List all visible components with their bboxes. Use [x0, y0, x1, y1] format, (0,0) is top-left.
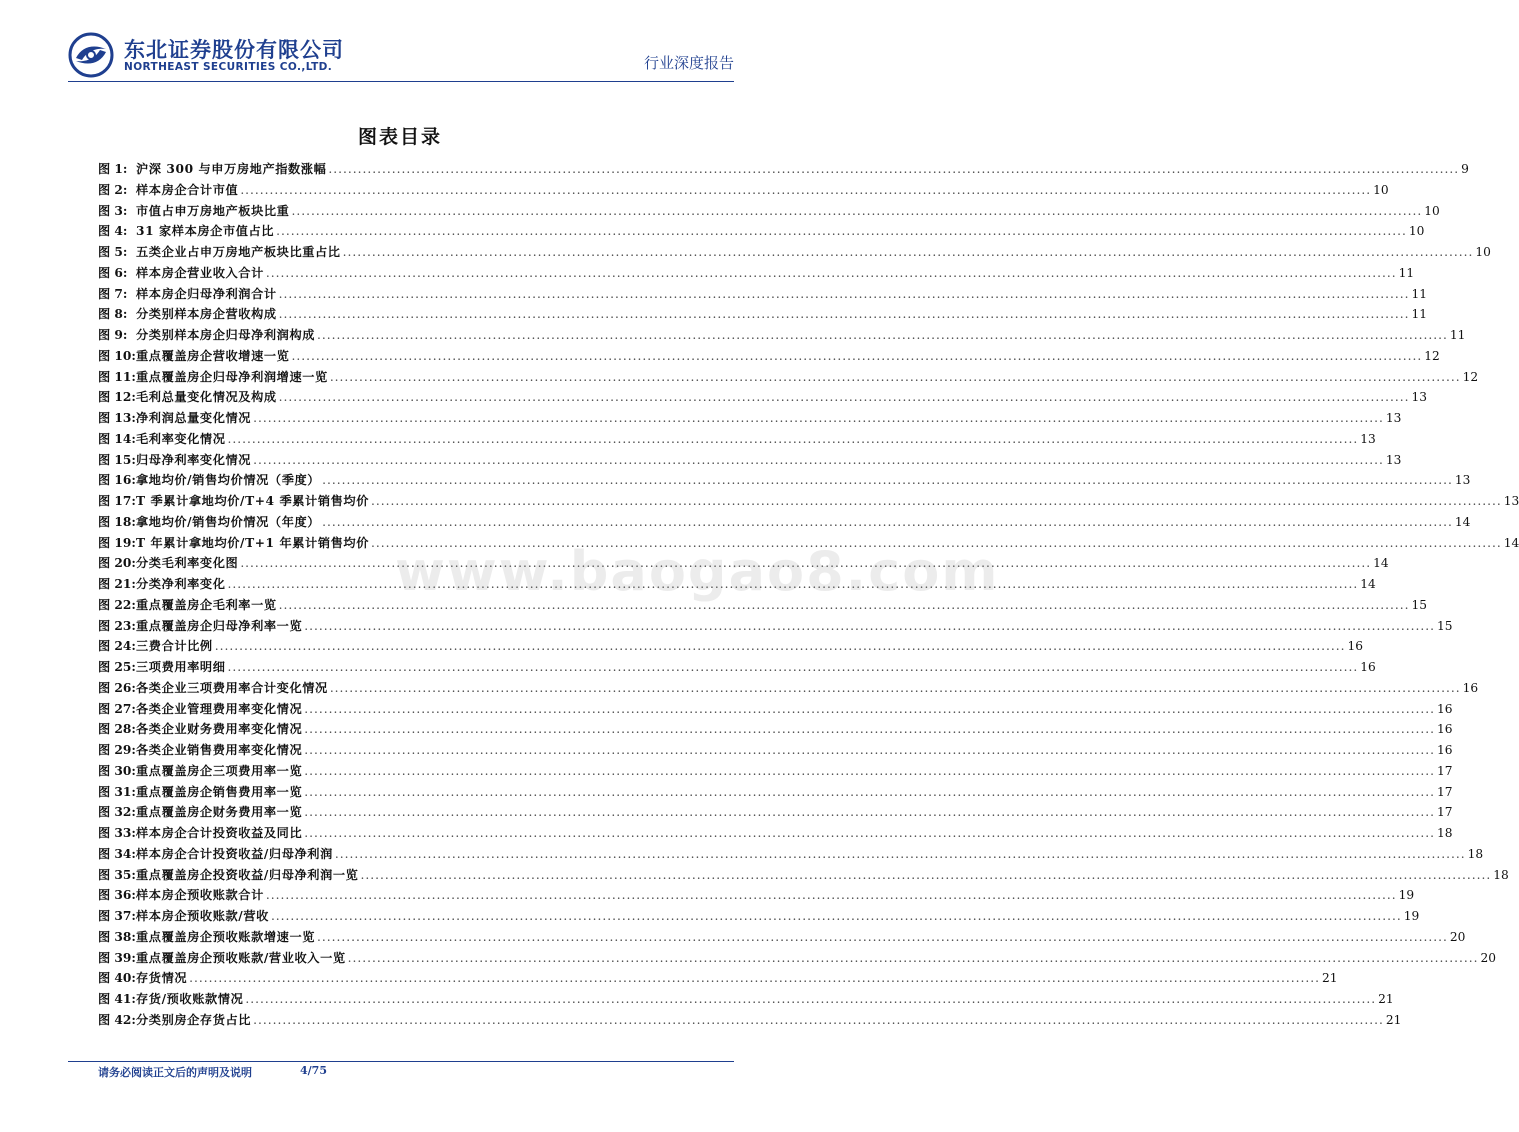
toc-entry-title[interactable]: 三费合计比例: [136, 639, 213, 654]
toc-entry-page: 16: [1360, 660, 1376, 674]
toc-entry-page: 19: [1403, 909, 1420, 923]
toc-entry-title[interactable]: 拿地均价/销售均价情况（季度）: [136, 473, 321, 488]
toc-entry[interactable]: [98, 719, 1453, 740]
toc-entry[interactable]: [98, 346, 1440, 367]
toc-entry-title[interactable]: 毛利总量变化情况及构成: [136, 390, 277, 405]
toc-entry-title[interactable]: 样本房企合计市值: [136, 182, 239, 197]
toc-entry-title[interactable]: 各类企业财务费用率变化情况: [136, 722, 303, 737]
toc-entry-title[interactable]: 拿地均价/销售均价情况（年度）: [136, 514, 321, 529]
toc-entry-page: 12: [1462, 369, 1479, 384]
toc-entry-page: 20: [1449, 929, 1466, 944]
toc-leader-dots: [240, 180, 1371, 201]
toc-entry-number: 图 2:: [98, 182, 128, 197]
toc-leader-dots: [228, 429, 1359, 450]
toc-entry-title[interactable]: 重点覆盖房企投资收益/归母净利润一览: [136, 867, 359, 882]
toc-entry-page: 15: [1437, 618, 1453, 633]
toc-entry-title[interactable]: 存货情况: [136, 971, 188, 986]
toc-entry[interactable]: [98, 761, 1453, 782]
watermark: www.baogao8.com: [395, 540, 1000, 603]
toc-leader-dots: [276, 221, 1407, 242]
toc-entry-number: 图 34:: [98, 846, 136, 861]
toc-entry[interactable]: [98, 408, 1402, 429]
toc-entry-title[interactable]: 重点覆盖房企归母净利率一览: [136, 618, 303, 633]
toc-entry-title[interactable]: 分类别房企存货占比: [136, 1012, 252, 1027]
toc-leader-dots: [215, 636, 1346, 657]
toc-entry[interactable]: [98, 284, 1427, 305]
toc-entry-number: 图 13:: [98, 411, 136, 425]
toc-leader-dots: [330, 367, 1461, 388]
toc-leader-dots: [371, 491, 1502, 512]
toc-entry-title[interactable]: 样本房企预收账款合计: [136, 888, 264, 903]
toc-title: 图表目录: [357, 126, 442, 148]
toc-entry[interactable]: [98, 678, 1479, 699]
toc-entry-number: 图 23:: [98, 618, 136, 633]
toc-entry-number: 图 29:: [98, 743, 136, 757]
toc-entry[interactable]: [98, 636, 1364, 657]
toc-leader-dots: [304, 823, 1435, 844]
toc-leader-dots: [253, 1010, 1384, 1031]
toc-entry-page: 16: [1437, 743, 1453, 757]
toc-entry[interactable]: [98, 616, 1453, 637]
toc-entry-number: 图 37:: [98, 909, 136, 923]
toc-entry-title[interactable]: 三项费用率明细: [136, 660, 226, 674]
toc-entry-number: 图 9:: [98, 328, 128, 342]
toc-entry-page: 14: [1503, 535, 1519, 550]
toc-leader-dots: [317, 325, 1448, 346]
toc-entry-page: 17: [1437, 805, 1453, 820]
toc-entry-page: 17: [1437, 784, 1453, 799]
toc-entry[interactable]: [98, 885, 1415, 906]
toc-entry[interactable]: [98, 699, 1453, 720]
toc-entry[interactable]: [98, 989, 1394, 1010]
toc-entry-number: 图 33:: [98, 826, 136, 840]
toc-entry-page: 13: [1385, 452, 1402, 467]
toc-entry-number: 图 22:: [98, 597, 136, 612]
toc-entry-number: 图 39:: [98, 950, 136, 965]
toc-leader-dots: [348, 948, 1479, 969]
toc-entry[interactable]: [98, 325, 1466, 346]
toc-entry-number: 图 42:: [98, 1012, 136, 1027]
toc-entry-number: 图 21:: [98, 577, 136, 591]
toc-entry-number: 图 18:: [98, 514, 136, 529]
toc-leader-dots: [304, 782, 1435, 803]
toc-entry-title[interactable]: 样本房企归母净利润合计: [136, 286, 277, 301]
toc-entry-page: 10: [1408, 224, 1425, 239]
toc-entry-number: 图 11:: [98, 369, 136, 384]
toc-entry-title[interactable]: 样本房企合计投资收益及同比: [136, 826, 303, 840]
page-header: [68, 30, 734, 78]
toc-leader-dots: [245, 989, 1376, 1010]
toc-entry-page: 10: [1424, 203, 1440, 218]
toc-entry-page: 21: [1378, 992, 1394, 1006]
toc-entry-number: 图 7:: [98, 286, 128, 301]
toc-entry-page: 19: [1398, 888, 1415, 903]
toc-entry-number: 图 40:: [98, 971, 136, 986]
toc-entry-page: 14: [1454, 514, 1471, 529]
toc-entry-title[interactable]: 重点覆盖房企毛利率一览: [136, 597, 277, 612]
toc-entry-number: 图 25:: [98, 660, 136, 674]
toc-leader-dots: [279, 304, 1410, 325]
toc-entry-title[interactable]: 归母净利率变化情况: [136, 452, 252, 467]
toc-entry-page: 11: [1411, 286, 1427, 301]
toc-entry[interactable]: [98, 367, 1479, 388]
toc-entry-page: 16: [1437, 722, 1453, 737]
toc-entry-number: 图 38:: [98, 929, 136, 944]
toc-entry-page: 10: [1373, 182, 1389, 197]
report-type-label: 行业深度报告: [643, 54, 734, 72]
toc-leader-dots: [266, 885, 1397, 906]
toc-leader-dots: [322, 512, 1453, 533]
toc-entry-page: 9: [1461, 162, 1469, 176]
toc-entry-page: 13: [1385, 411, 1402, 425]
toc-entry-page: 21: [1385, 1012, 1402, 1027]
toc-leader-dots: [322, 470, 1453, 491]
toc-entry-number: 图 35:: [98, 867, 136, 882]
toc-entry-number: 图 41:: [98, 992, 136, 1006]
toc-entry-title[interactable]: 重点覆盖房企预收账款增速一览: [136, 929, 316, 944]
toc-entry-page: 17: [1437, 763, 1453, 778]
toc-entry-title[interactable]: 重点覆盖房企预收账款/营业收入一览: [136, 950, 346, 965]
toc-leader-dots: [291, 346, 1422, 367]
toc-entry-page: 15: [1411, 597, 1427, 612]
toc-entry-title[interactable]: 各类企业管理费用率变化情况: [136, 701, 303, 716]
toc-entry-page: 16: [1462, 680, 1479, 695]
toc-entry-number: 图 4:: [98, 224, 128, 239]
toc-leader-dots: [304, 699, 1435, 720]
toc-entry-number: 图 28:: [98, 722, 136, 737]
toc-entry-page: 18: [1493, 867, 1509, 882]
toc-entry-number: 图 32:: [98, 805, 136, 820]
toc-entry-page: 11: [1411, 307, 1427, 322]
toc-leader-dots: [304, 719, 1435, 740]
toc-leader-dots: [271, 906, 1402, 927]
toc-entry-number: 图 6:: [98, 265, 128, 280]
toc-entry-number: 图 31:: [98, 784, 136, 799]
toc-entry-title[interactable]: 重点覆盖房企归母净利润增速一览: [136, 369, 328, 384]
toc-entry[interactable]: [98, 387, 1427, 408]
toc-entry-title[interactable]: T 季累计拿地均价/T+4 季累计销售均价: [136, 494, 369, 508]
toc-entry-page: 14: [1360, 577, 1376, 591]
toc-entry-title[interactable]: T 年累计拿地均价/T+1 年累计销售均价: [136, 535, 369, 550]
toc-leader-dots: [317, 927, 1448, 948]
toc-entry[interactable]: [98, 180, 1389, 201]
toc-entry-number: 图 5:: [98, 245, 128, 259]
toc-entry-number: 图 30:: [98, 763, 136, 778]
toc-entry-number: 图 17:: [98, 494, 136, 508]
toc-entry[interactable]: [98, 429, 1376, 450]
toc-entry-title[interactable]: 样本房企合计投资收益/归母净利润: [136, 846, 333, 861]
toc-entry-number: 图 3:: [98, 203, 128, 218]
header-divider: [68, 81, 734, 82]
company-name-en: NORTHEAST SECURITIES CO.,LTD.: [124, 61, 333, 73]
toc-entry-title[interactable]: 分类别样本房企营收构成: [136, 307, 277, 322]
toc-entry[interactable]: [98, 159, 1469, 180]
toc-entry[interactable]: [98, 242, 1491, 263]
toc-entry-number: 图 12:: [98, 390, 136, 405]
toc-entry-page: 13: [1454, 473, 1471, 488]
toc-entry-title[interactable]: 31 家样本房企市值占比: [136, 224, 275, 239]
toc-leader-dots: [228, 657, 1359, 678]
toc-entry-title[interactable]: 样本房企预收账款/营收: [136, 909, 269, 923]
toc-leader-dots: [279, 387, 1410, 408]
toc-entry-title[interactable]: 各类企业三项费用率合计变化情况: [136, 680, 328, 695]
toc-entry-title[interactable]: 重点覆盖房企三项费用率一览: [136, 763, 303, 778]
toc-entry-page: 13: [1360, 431, 1376, 446]
toc-entry[interactable]: [98, 657, 1376, 678]
toc-entry-page: 21: [1321, 971, 1338, 986]
toc-entry-title[interactable]: 分类别样本房企归母净利润构成: [136, 328, 316, 342]
toc-entry-number: 图 26:: [98, 680, 136, 695]
toc-entry[interactable]: [98, 906, 1420, 927]
toc-leader-dots: [304, 616, 1435, 637]
toc-entry[interactable]: [98, 782, 1453, 803]
toc-entry-title[interactable]: 样本房企营业收入合计: [136, 265, 264, 280]
toc-entry-title[interactable]: 重点覆盖房企销售费用率一览: [136, 784, 303, 799]
toc-entry-title[interactable]: 净利润总量变化情况: [136, 411, 252, 425]
toc-entry-title[interactable]: 毛利率变化情况: [136, 431, 226, 446]
toc-leader-dots: [360, 865, 1491, 886]
toc-entry-number: 图 27:: [98, 701, 136, 716]
toc-entry[interactable]: [98, 263, 1415, 284]
toc-entry-number: 图 8:: [98, 307, 128, 322]
toc-entry-number: 图 15:: [98, 452, 136, 467]
toc-entry-page: 12: [1424, 348, 1440, 363]
toc-entry[interactable]: [98, 221, 1425, 242]
toc-leader-dots: [253, 408, 1384, 429]
toc-entry-page: 13: [1503, 494, 1519, 508]
toc-entry[interactable]: [98, 1010, 1402, 1031]
toc-leader-dots: [335, 844, 1466, 865]
toc-entry[interactable]: [98, 802, 1453, 823]
toc-entry[interactable]: [98, 948, 1496, 969]
toc-entry-number: 图 24:: [98, 639, 136, 654]
toc-entry-title[interactable]: 重点覆盖房企营收增速一览: [136, 348, 290, 363]
toc-entry-page: 14: [1373, 556, 1389, 571]
toc-leader-dots: [266, 263, 1397, 284]
toc-entry-title[interactable]: 存货/预收账款情况: [136, 992, 244, 1006]
footer-divider: [68, 1061, 734, 1062]
toc-entry[interactable]: [98, 823, 1453, 844]
toc-entry-number: 图 20:: [98, 556, 136, 571]
toc-entry-title[interactable]: 五类企业占申万房地产板块比重占比: [136, 245, 341, 259]
toc-entry-number: 图 36:: [98, 888, 136, 903]
toc-entry-page: 18: [1437, 826, 1453, 840]
toc-entry-title[interactable]: 分类毛利率变化图: [136, 556, 239, 571]
toc-leader-dots: [328, 159, 1459, 180]
toc-entry[interactable]: [98, 968, 1338, 989]
toc-entry-title[interactable]: 分类净利率变化: [136, 577, 226, 591]
toc-entry[interactable]: [98, 201, 1440, 222]
toc-entry-page: 18: [1467, 846, 1484, 861]
company-name-cn: 东北证券股份有限公司: [124, 38, 344, 62]
toc-entry-number: 图 1:: [98, 162, 128, 176]
toc-entry-title[interactable]: 沪深 300 与申万房地产指数涨幅: [136, 162, 327, 176]
toc-entry[interactable]: [98, 844, 1484, 865]
toc-leader-dots: [304, 740, 1435, 761]
toc-entry-page: 16: [1347, 639, 1364, 654]
northeast-securities-logo-icon: [68, 32, 114, 78]
toc-entry[interactable]: [98, 470, 1471, 491]
toc-entry[interactable]: [98, 304, 1427, 325]
footer-disclaimer: 请务必阅读正文后的声明及说明: [98, 1066, 252, 1079]
toc-entry[interactable]: [98, 927, 1466, 948]
toc-entry[interactable]: [98, 512, 1471, 533]
toc-entry-page: 13: [1411, 390, 1427, 405]
toc-entry[interactable]: [98, 740, 1453, 761]
toc-entry-number: 图 14:: [98, 431, 136, 446]
toc-leader-dots: [291, 201, 1422, 222]
page-number: 4/75: [300, 1064, 327, 1077]
toc-leader-dots: [304, 761, 1435, 782]
toc-entry-title[interactable]: 重点覆盖房企财务费用率一览: [136, 805, 303, 820]
toc-entry-page: 11: [1449, 328, 1466, 342]
toc-entry-number: 图 16:: [98, 473, 136, 488]
toc-entry-page: 10: [1475, 245, 1491, 259]
toc-entry-page: 16: [1437, 701, 1453, 716]
toc-leader-dots: [330, 678, 1461, 699]
toc-entry[interactable]: [98, 491, 1519, 512]
toc-entry-number: 图 19:: [98, 535, 136, 550]
toc-leader-dots: [343, 242, 1474, 263]
toc-entry-page: 20: [1480, 950, 1496, 965]
toc-leader-dots: [189, 968, 1320, 989]
toc-entry-page: 11: [1398, 265, 1415, 280]
toc-entry[interactable]: [98, 865, 1509, 886]
toc-entry-number: 图 10:: [98, 348, 136, 363]
toc-leader-dots: [279, 284, 1410, 305]
toc-entry-title[interactable]: 市值占申万房地产板块比重: [136, 203, 290, 218]
toc-entry[interactable]: [98, 450, 1402, 471]
toc-leader-dots: [253, 450, 1384, 471]
toc-leader-dots: [304, 802, 1435, 823]
toc-entry-title[interactable]: 各类企业销售费用率变化情况: [136, 743, 303, 757]
